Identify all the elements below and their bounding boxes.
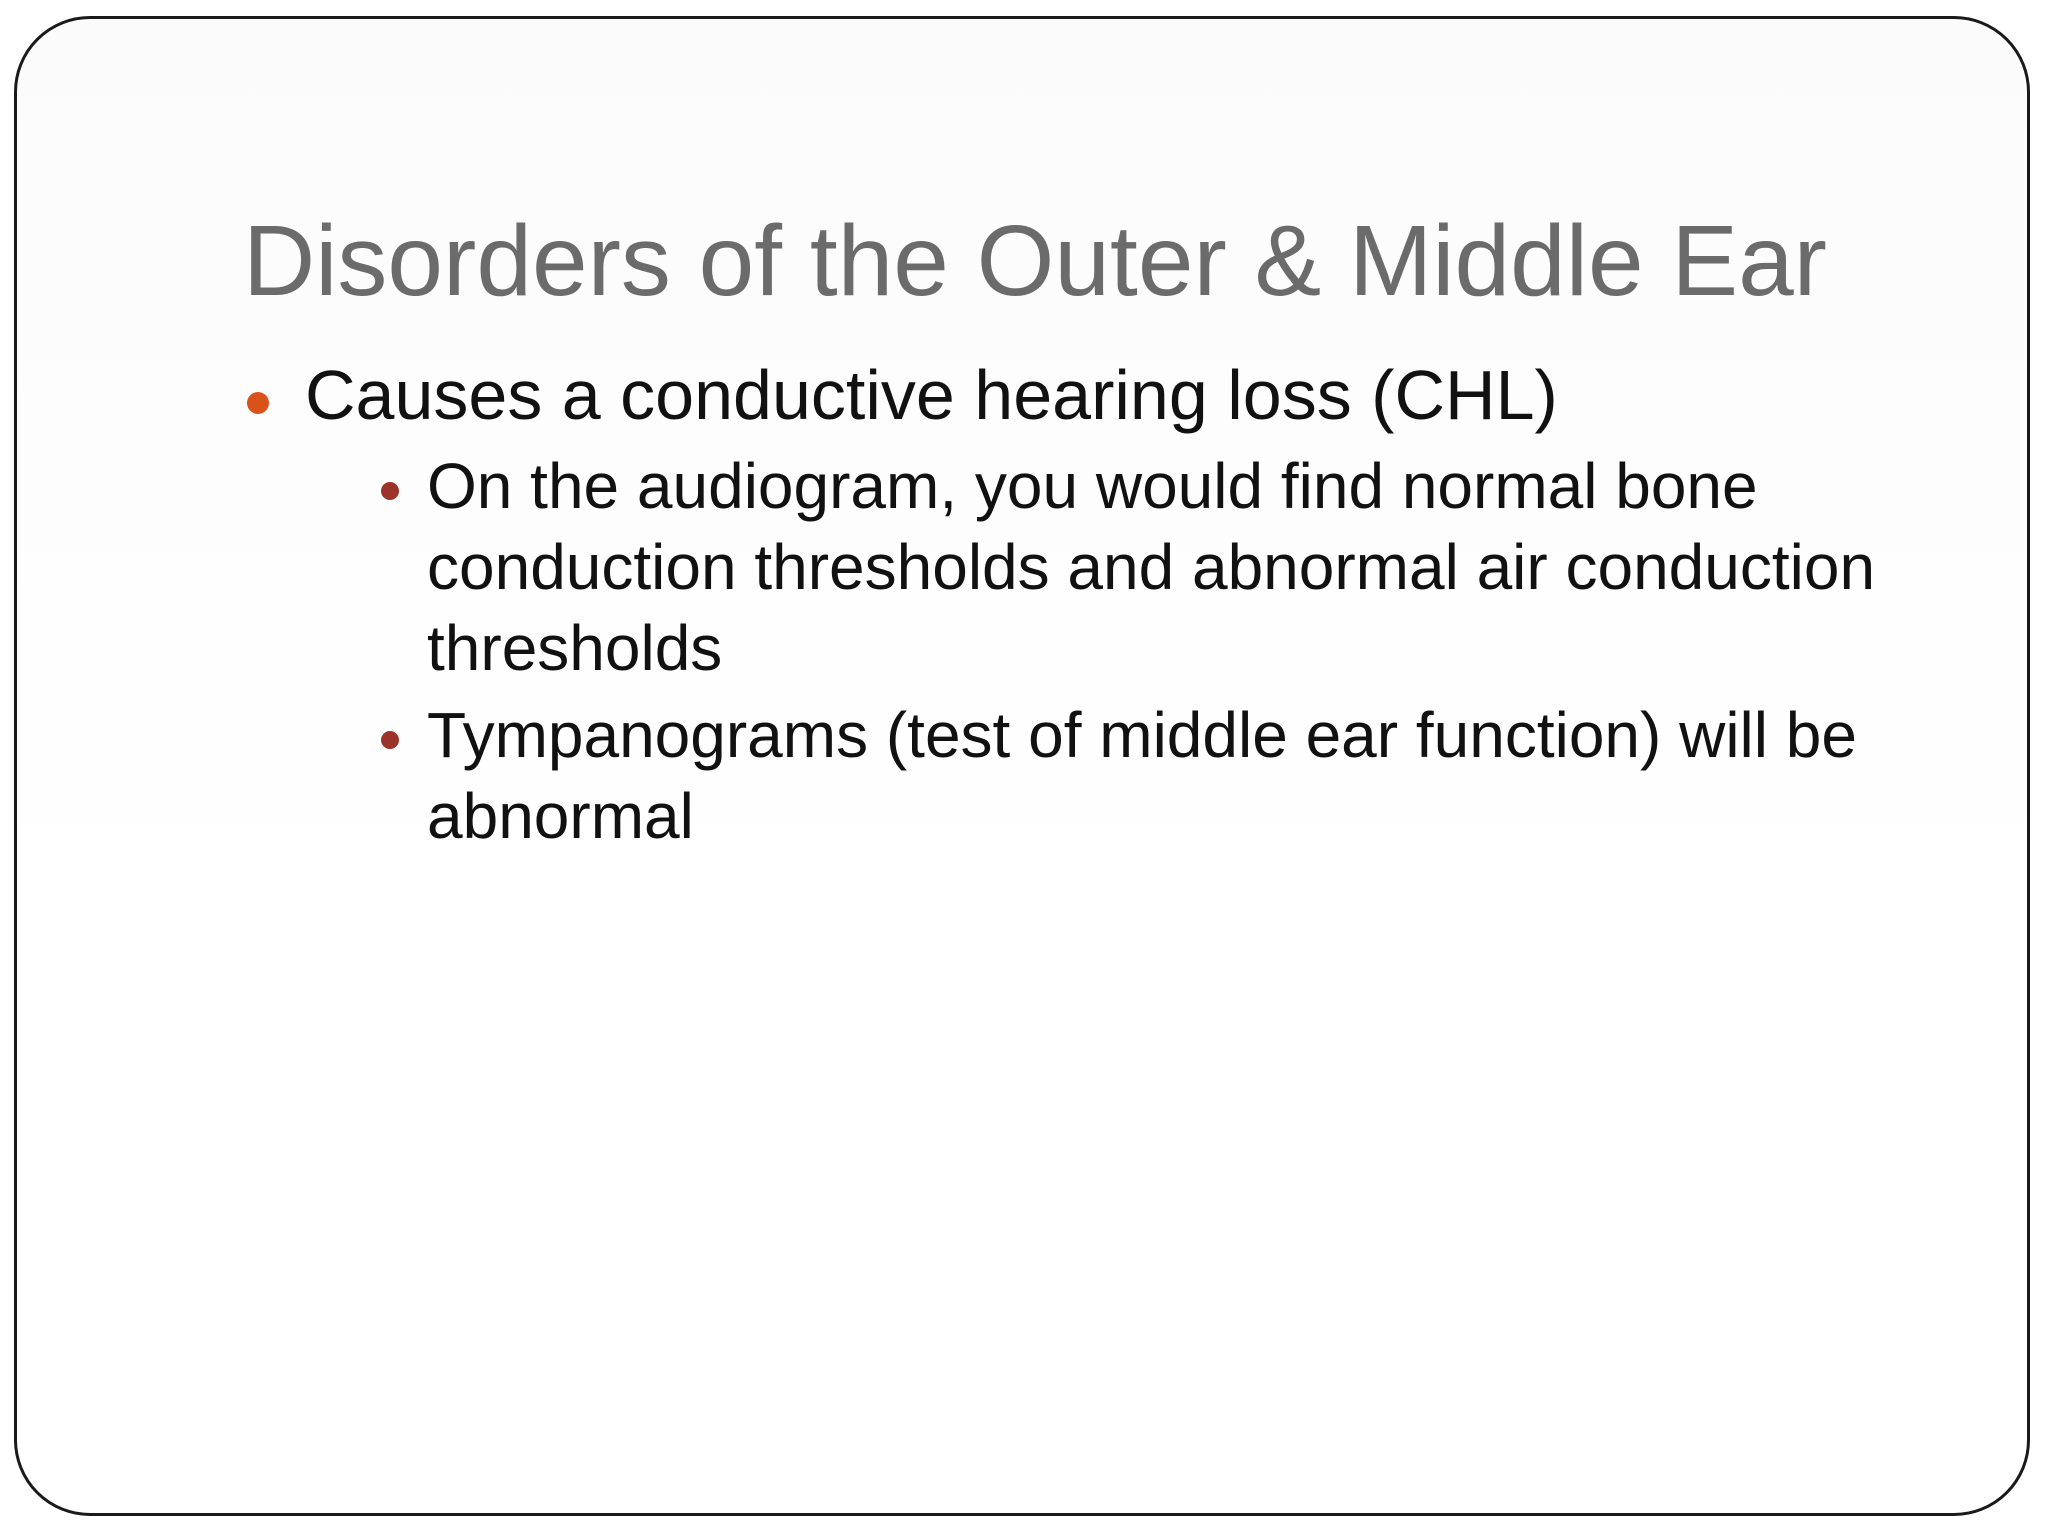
bullet-list [243, 354, 1943, 863]
slide [14, 16, 2030, 1516]
sub-bullet-text: On the audiogram, you would find normal bone conduction thresholds and abnormal air conduction thresholds [427, 450, 1876, 684]
sub-bullet-text: Tympanograms (test of middle ear function) will be abnormal [427, 699, 1857, 852]
sub-bullet-dot-icon [381, 731, 399, 749]
bullet-item [243, 354, 1943, 857]
slide-title: Disorders of the Outer & Middle Ear [243, 205, 1827, 317]
sub-bullet-item [305, 446, 2005, 689]
bullet-dot-icon [247, 392, 269, 414]
sub-bullet-item [305, 695, 2005, 857]
sub-bullet-dot-icon [381, 482, 399, 500]
sub-bullet-list [305, 446, 1943, 857]
bullet-text: Causes a conductive hearing loss (CHL) [305, 356, 1558, 434]
